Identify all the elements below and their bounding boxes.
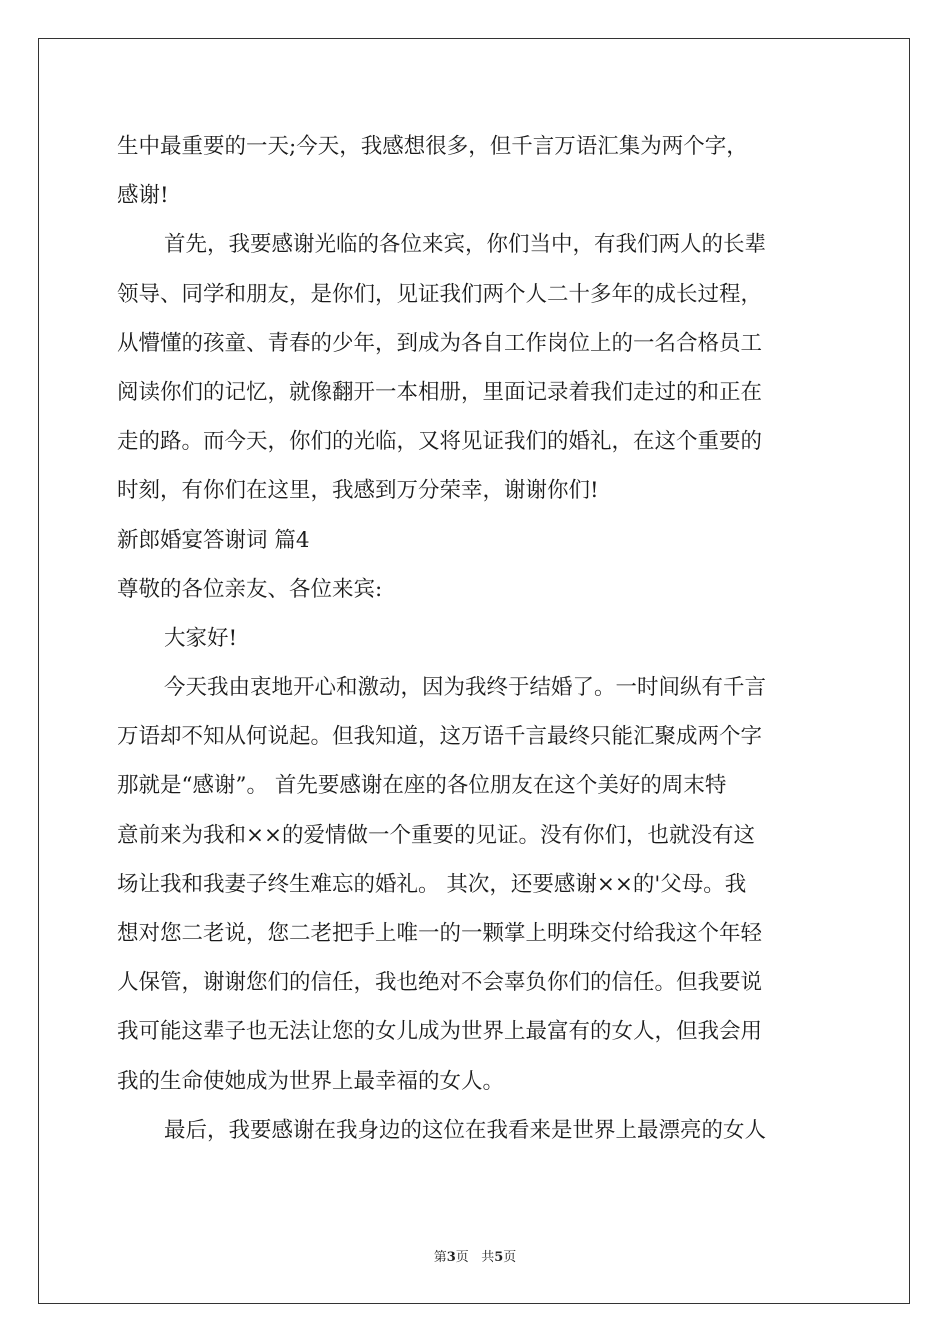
page-suffix: 页 [455,1250,469,1265]
salutation: 尊敬的各位亲友、各位来宾: [117,576,383,602]
text-line-15: 意前来为我和××的爱情做一个重要的见证。没有你们，也就没有这 [117,822,756,848]
text-line-1: 生中最重要的一天;今天，我感想很多，但千言万语汇集为两个字， [117,134,748,159]
text-line-21: 最后，我要感谢在我身边的这位在我看来是世界上最漂亮的女人 [164,1117,767,1143]
document-body [117,122,833,1155]
page-prefix: 第 [433,1250,447,1265]
text-line-2: 感谢! [117,183,169,209]
text-line-6: 阅读你们的记忆，就像翻开一本相册，里面记录着我们走过的和正在 [117,379,763,405]
page-footer [0,1246,950,1265]
text-line-19: 我可能这辈子也无法让您的女儿成为世界上最富有的女人，但我会用 [117,1019,763,1045]
text-line-7: 走的路。而今天，你们的光临，又将见证我们的婚礼，在这个重要的 [117,429,763,455]
total-suffix: 页 [503,1250,517,1265]
text-line-14: 那就是“感谢”。 首先要感谢在座的各位朋友在这个美好的周末特 [117,773,727,799]
page-total: 5 [494,1250,504,1265]
greeting: 大家好! [164,625,238,651]
page-current: 3 [446,1250,456,1265]
text-line-17: 想对您二老说，您二老把手上唯一的一颗掌上明珠交付给我这个年轻 [117,921,763,946]
text-line-18: 人保管，谢谢您们的信任，我也绝对不会辜负你们的信任。但我要说 [117,970,763,996]
text-line-16: 场让我和我妻子终生难忘的婚礼。 其次，还要感谢××的'父母。我 [117,871,747,897]
text-line-12: 今天我由衷地开心和激动，因为我终于结婚了。一时间纵有千言 [164,675,767,701]
text-line-8: 时刻，有你们在这里，我感到万分荣幸，谢谢你们! [117,478,599,504]
text-line-5: 从懵懂的孩童、青春的少年，到成为各自工作岗位上的一名合格员工 [117,330,763,356]
text-line-13: 万语却不知从何说起。但我知道，这万语千言最终只能汇聚成两个字 [117,724,763,750]
text-line-3: 首先，我要感谢光临的各位来宾，你们当中，有我们两人的长辈 [164,232,767,258]
total-prefix: 共 [481,1250,495,1265]
text-line-4: 领导、同学和朋友，是你们，见证我们两个人二十多年的成长过程， [117,281,763,307]
text-line-20: 我的生命使她成为世界上最幸福的女人。 [117,1068,505,1094]
section-heading: 新郎婚宴答谢词 篇4 [117,527,310,553]
